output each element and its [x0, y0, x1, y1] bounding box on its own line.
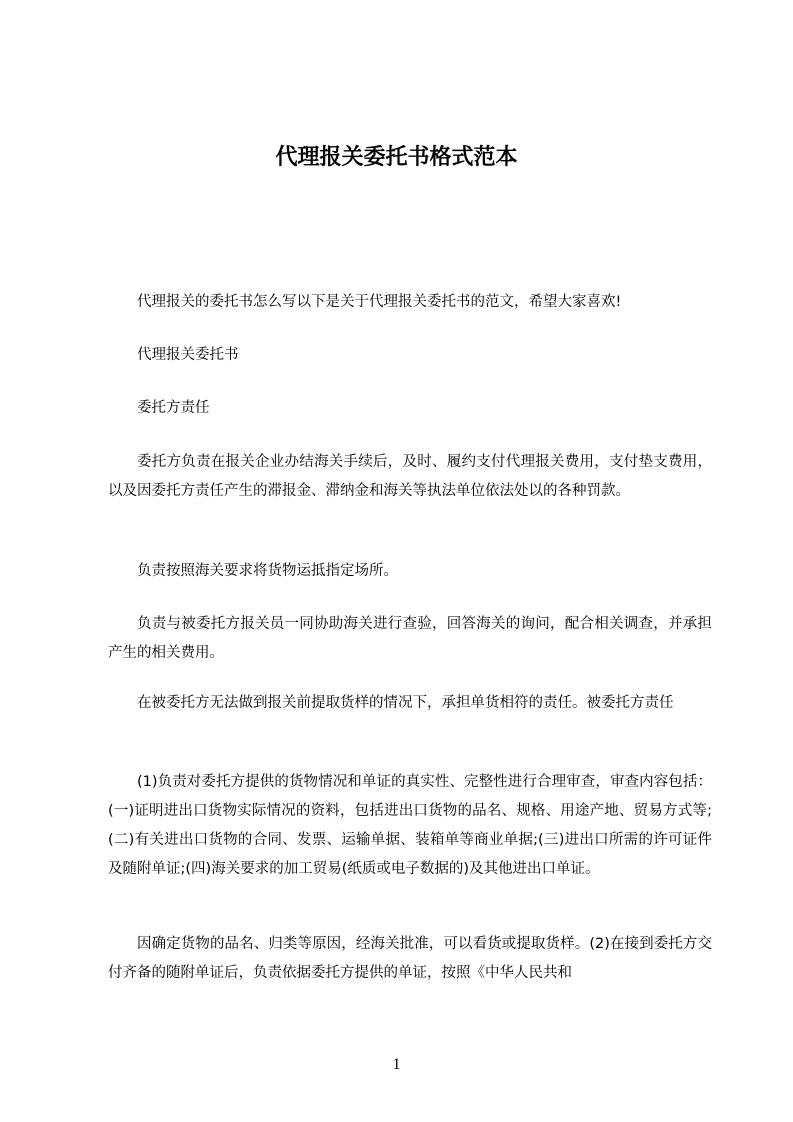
- paragraph-sample-responsibility: 在被委托方无法做到报关前提取货样的情况下，承担单货相符的责任。被委托方责任: [137, 695, 674, 711]
- paragraph-inspection: 负责与被委托方报关员一同协助海关进行查验，回答海关的询问，配合相关调查，并承担产生的相关费用。: [108, 616, 712, 661]
- paragraph-heading-letter: 代理报关委托书: [137, 347, 239, 363]
- document-title: 代理报关委托书格式范本: [275, 145, 518, 170]
- paragraph-client-payment: 委托方负责在报关企业办结海关手续后，及时、履约支付代理报关费用，支付垫支费用，以及因委托方责任产生的滞报金、滞纳金和海关等执法单位依法处以的各种罚款。: [108, 454, 712, 499]
- paragraph-heading-client-duty: 委托方责任: [137, 400, 210, 416]
- paragraph-intro: 代理报关的委托书怎么写以下是关于代理报关委托书的范文，希望大家喜欢!: [137, 294, 622, 310]
- page-number: 1: [392, 1056, 401, 1073]
- paragraph-goods-delivery: 负责按照海关要求将货物运抵指定场所。: [137, 563, 398, 579]
- paragraph-review-documents: (1)负责对委托方提供的货物情况和单证的真实性、完整性进行合理审查，审查内容包括：(一)证明进出口货物实际情况的资料，包括进出口货物的品名、规格、用途产地、贸易方式等;(二)有关进出口货物的合同、发票、运输单据、装箱单等商业单据;(三)进出口所需的许可证件及随附单证;(四)海关要求的加工贸易(纸质或电子数据的)及其他进出口单证。: [108, 774, 712, 877]
- paragraph-goods-sampling: 因确定货物的品名、归类等原因，经海关批准，可以看货或提取货样。(2)在接到委托方交付齐备的随附单证后，负责依据委托方提供的单证，按照《中华人民共和: [108, 936, 712, 981]
